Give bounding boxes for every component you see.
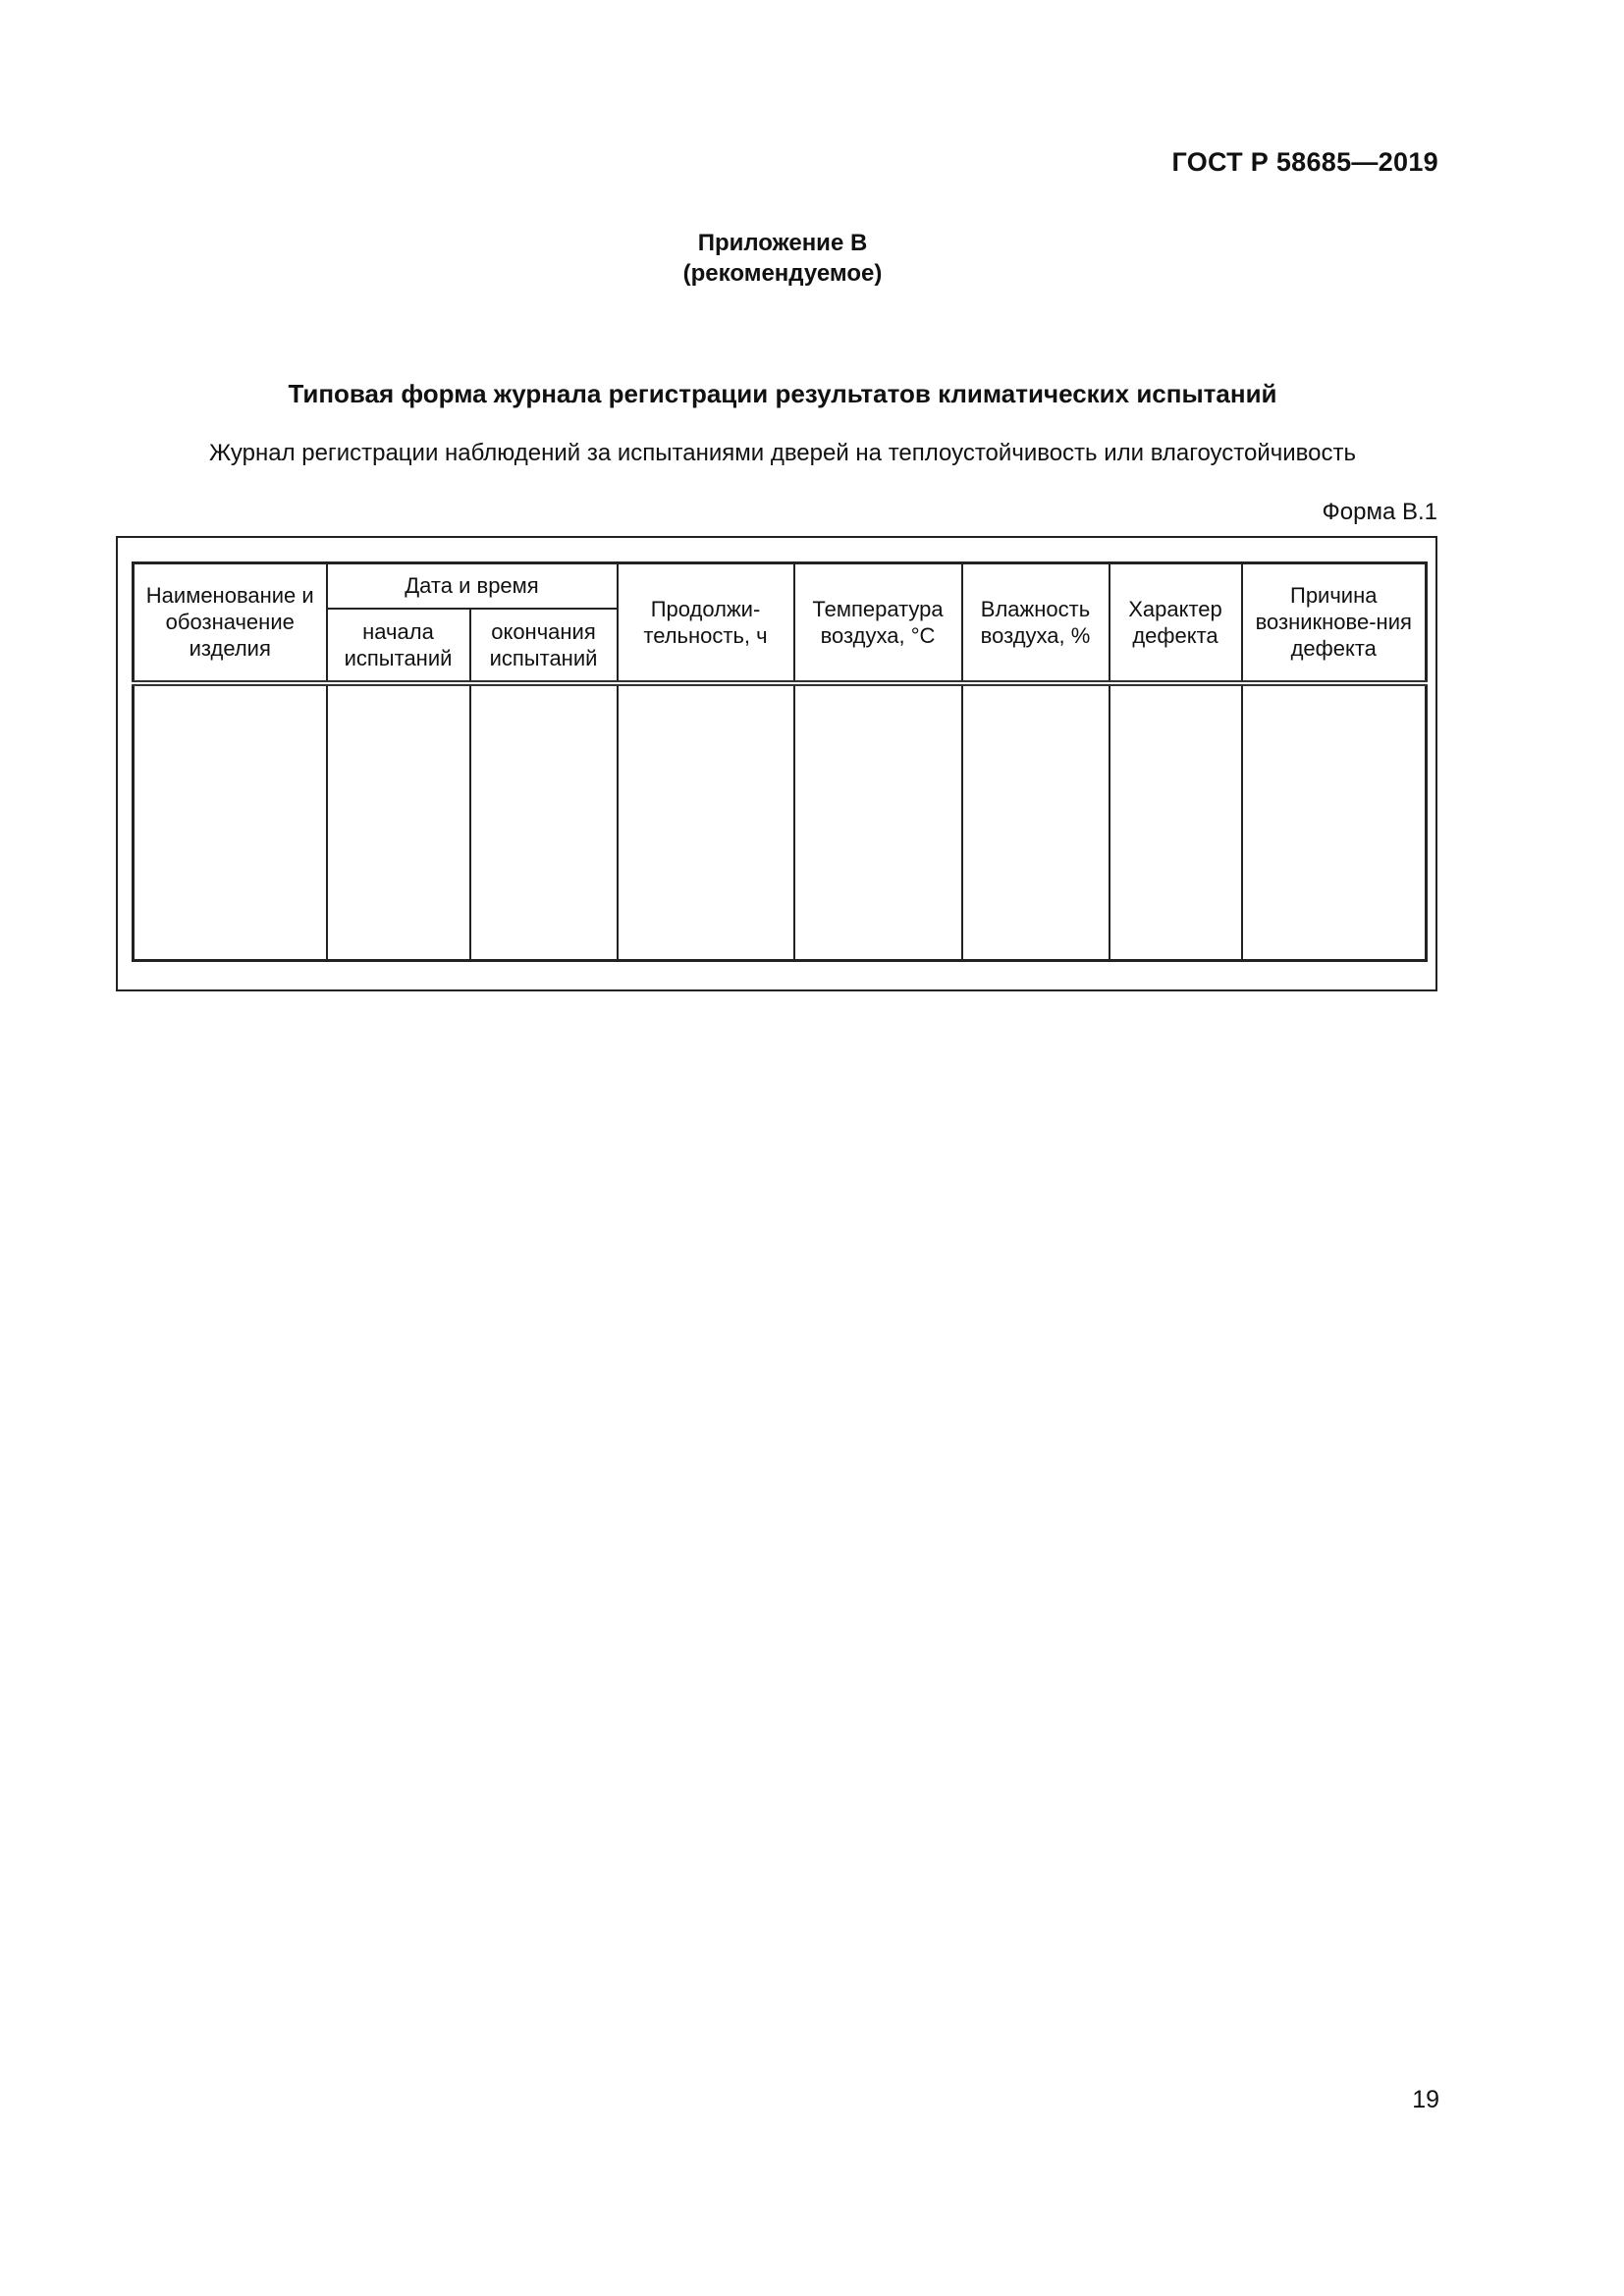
header-temperature: Температура воздуха, °С (794, 563, 962, 683)
table-cell (470, 683, 618, 961)
header-date-time: Дата и время (327, 563, 618, 609)
header-defect: Характер дефекта (1110, 563, 1242, 683)
appendix-title: Приложение В (697, 230, 868, 256)
table-cell (618, 683, 794, 961)
table-cell (962, 683, 1110, 961)
page-number: 19 (1412, 2086, 1439, 2113)
table-cell (1242, 683, 1427, 961)
header-cause: Причина возникнове-ния дефекта (1242, 563, 1427, 683)
header-humidity: Влажность воздуха, % (962, 563, 1110, 683)
document-code: ГОСТ Р 58685—2019 (1171, 147, 1438, 177)
table-cell (134, 683, 327, 961)
appendix-status: (рекомендуемое) (682, 260, 883, 287)
table-row (134, 683, 1427, 961)
header-item-name: Наименование и обозначение изделия (134, 563, 327, 683)
header-start: начала испытаний (327, 609, 470, 683)
header-duration: Продолжи-тельность, ч (618, 563, 794, 683)
form-title: Типовая форма журнала регистрации результатов климатических испытаний (288, 379, 1277, 408)
table-cell (1110, 683, 1242, 961)
header-end: окончания испытаний (470, 609, 618, 683)
form-number: Форма В.1 (1322, 499, 1437, 525)
table-cell (327, 683, 470, 961)
journal-caption: Журнал регистрации наблюдений за испытаниями дверей на теплоустойчивость или влагоустойчивость (209, 440, 1356, 466)
log-table (132, 561, 1428, 962)
table-cell (794, 683, 962, 961)
appendix-heading (0, 228, 1565, 289)
